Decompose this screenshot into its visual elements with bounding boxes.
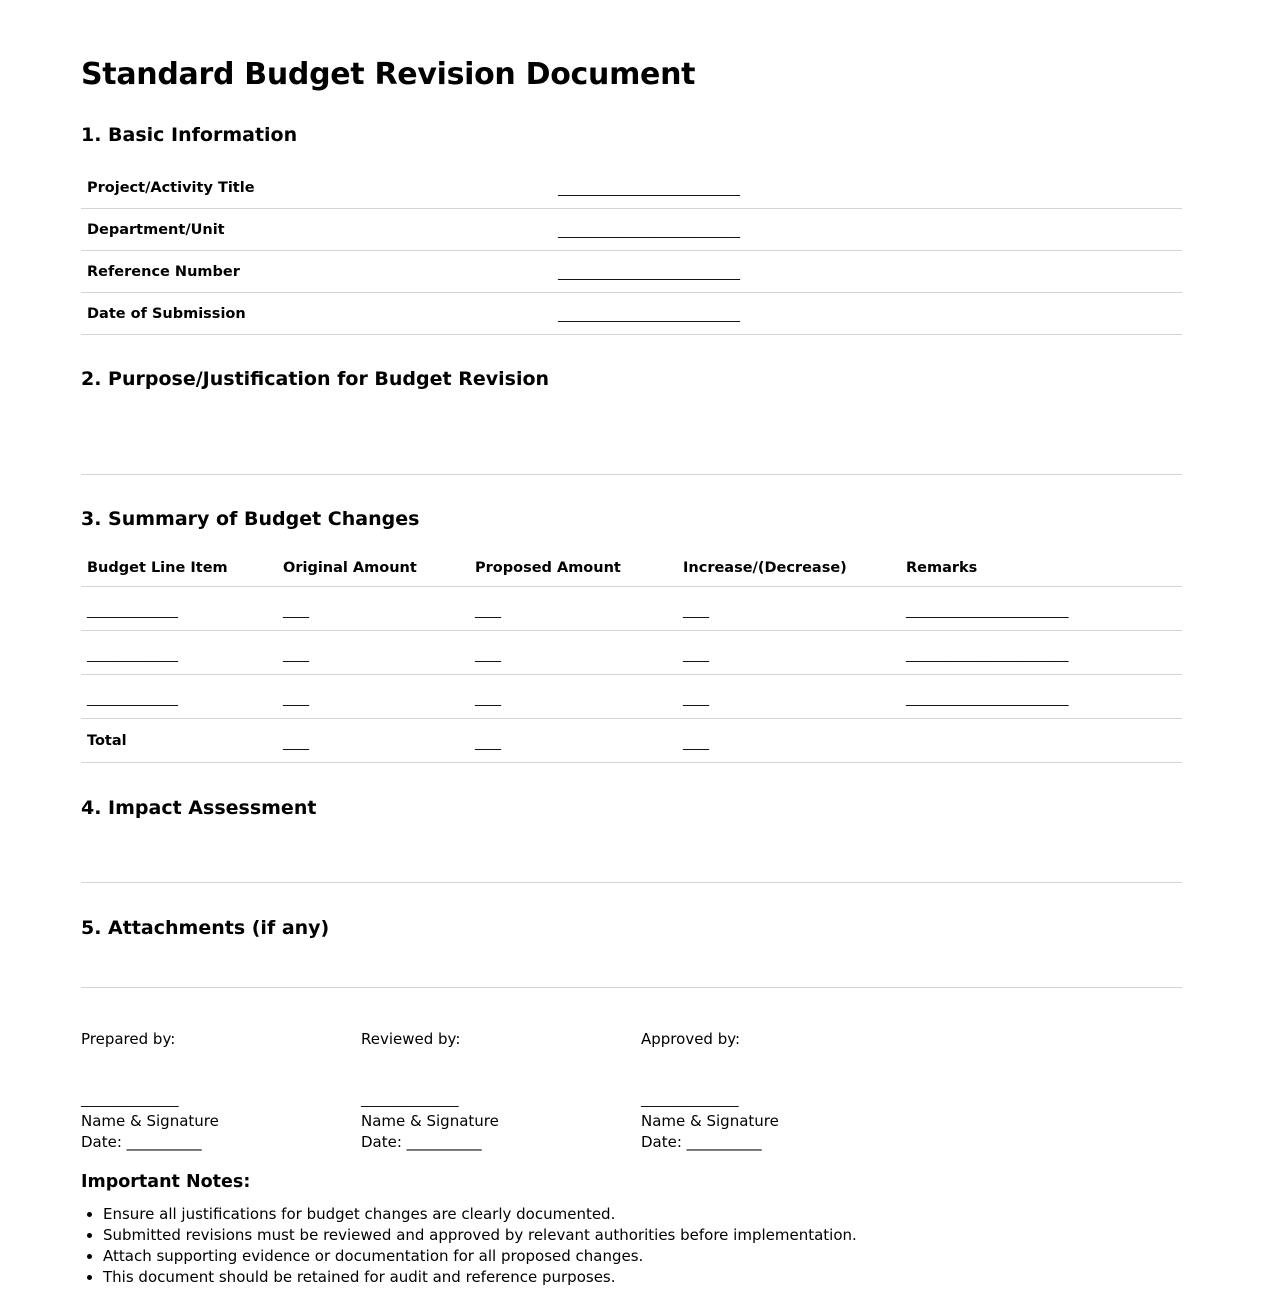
section-impact-assessment-title: 4. Impact Assessment xyxy=(81,797,317,819)
field-label: Project/Activity Title xyxy=(81,167,552,209)
signature-line[interactable]: _______________ xyxy=(641,1093,739,1108)
field-label: Department/Unit xyxy=(81,209,552,251)
line-item-cell[interactable]: ______________ xyxy=(81,587,277,631)
table-row xyxy=(81,209,1182,251)
original-amount-cell[interactable]: ____ xyxy=(277,631,469,675)
signature-name-label: Name & Signature xyxy=(361,1112,499,1130)
column-header: Remarks xyxy=(900,549,1182,587)
list-item: • Ensure all justifications for budget changes are clearly documented. xyxy=(103,1204,1182,1225)
signature-name-label: Name & Signature xyxy=(641,1112,779,1130)
reviewed-by-signature xyxy=(361,1029,641,1153)
section-impact-assessment xyxy=(81,796,1182,883)
basic-information-table xyxy=(81,167,1182,335)
table-row xyxy=(81,293,1182,335)
project-title-field[interactable]: ____________________________ xyxy=(552,167,1182,209)
line-item-cell[interactable]: ______________ xyxy=(81,631,277,675)
table-row xyxy=(81,167,1182,209)
prepared-by-signature xyxy=(81,1029,361,1153)
reference-number-field[interactable]: ____________________________ xyxy=(552,251,1182,293)
total-increase-decrease-cell[interactable]: ____ xyxy=(677,719,900,763)
column-header: Increase/(Decrease) xyxy=(677,549,900,587)
total-original-cell[interactable]: ____ xyxy=(277,719,469,763)
signature-role: Approved by: xyxy=(641,1030,741,1048)
increase-decrease-cell[interactable]: ____ xyxy=(677,587,900,631)
table-row xyxy=(81,631,1182,675)
total-row xyxy=(81,719,1182,763)
signature-date[interactable]: Date: __________ xyxy=(81,1133,202,1151)
remarks-cell[interactable]: _________________________ xyxy=(900,675,1182,719)
section-purpose-title: 2. Purpose/Justification for Budget Revision xyxy=(81,368,550,390)
table-row xyxy=(81,675,1182,719)
column-header: Proposed Amount xyxy=(469,549,677,587)
signature-date[interactable]: Date: __________ xyxy=(361,1133,482,1151)
signature-line[interactable]: _______________ xyxy=(81,1093,179,1108)
proposed-amount-cell[interactable]: ____ xyxy=(469,631,677,675)
total-label: Total xyxy=(81,719,277,763)
remarks-cell[interactable]: _________________________ xyxy=(900,631,1182,675)
column-header: Budget Line Item xyxy=(81,549,277,587)
signature-role: Reviewed by: xyxy=(361,1030,461,1048)
remarks-cell[interactable]: _________________________ xyxy=(900,587,1182,631)
increase-decrease-cell[interactable]: ____ xyxy=(677,675,900,719)
document-title: Standard Budget Revision Document xyxy=(81,57,696,92)
section-attachments-title: 5. Attachments (if any) xyxy=(81,917,330,939)
table-row xyxy=(81,587,1182,631)
important-notes-list xyxy=(81,1204,1182,1288)
original-amount-cell[interactable]: ____ xyxy=(277,587,469,631)
list-item: • This document should be retained for audit and reference purposes. xyxy=(103,1267,1182,1288)
signature-line[interactable]: _______________ xyxy=(361,1093,459,1108)
document-page xyxy=(81,0,1182,1288)
section-attachments xyxy=(81,916,1182,988)
original-amount-cell[interactable]: ____ xyxy=(277,675,469,719)
proposed-amount-cell[interactable]: ____ xyxy=(469,675,677,719)
section-purpose xyxy=(81,367,1182,475)
total-proposed-cell[interactable]: ____ xyxy=(469,719,677,763)
important-notes-title: Important Notes: xyxy=(81,1172,251,1192)
increase-decrease-cell[interactable]: ____ xyxy=(677,631,900,675)
column-header: Original Amount xyxy=(277,549,469,587)
signature-block xyxy=(81,1029,1182,1153)
section-budget-changes-title: 3. Summary of Budget Changes xyxy=(81,508,420,530)
budget-changes-table xyxy=(81,549,1182,763)
department-field[interactable]: ____________________________ xyxy=(552,209,1182,251)
signature-date[interactable]: Date: __________ xyxy=(641,1133,762,1151)
table-row xyxy=(81,251,1182,293)
proposed-amount-cell[interactable]: ____ xyxy=(469,587,677,631)
field-label: Reference Number xyxy=(81,251,552,293)
table-header-row xyxy=(81,549,1182,587)
approved-by-signature xyxy=(641,1029,921,1153)
field-label: Date of Submission xyxy=(81,293,552,335)
date-of-submission-field[interactable]: ____________________________ xyxy=(552,293,1182,335)
line-item-cell[interactable]: ______________ xyxy=(81,675,277,719)
section-basic-information-title: 1. Basic Information xyxy=(81,124,298,146)
signature-role: Prepared by: xyxy=(81,1030,176,1048)
total-remarks-cell xyxy=(900,719,1182,763)
signature-name-label: Name & Signature xyxy=(81,1112,219,1130)
list-item: • Submitted revisions must be reviewed and approved by relevant authorities before implementation. xyxy=(103,1225,1182,1246)
list-item: • Attach supporting evidence or documentation for all proposed changes. xyxy=(103,1246,1182,1267)
